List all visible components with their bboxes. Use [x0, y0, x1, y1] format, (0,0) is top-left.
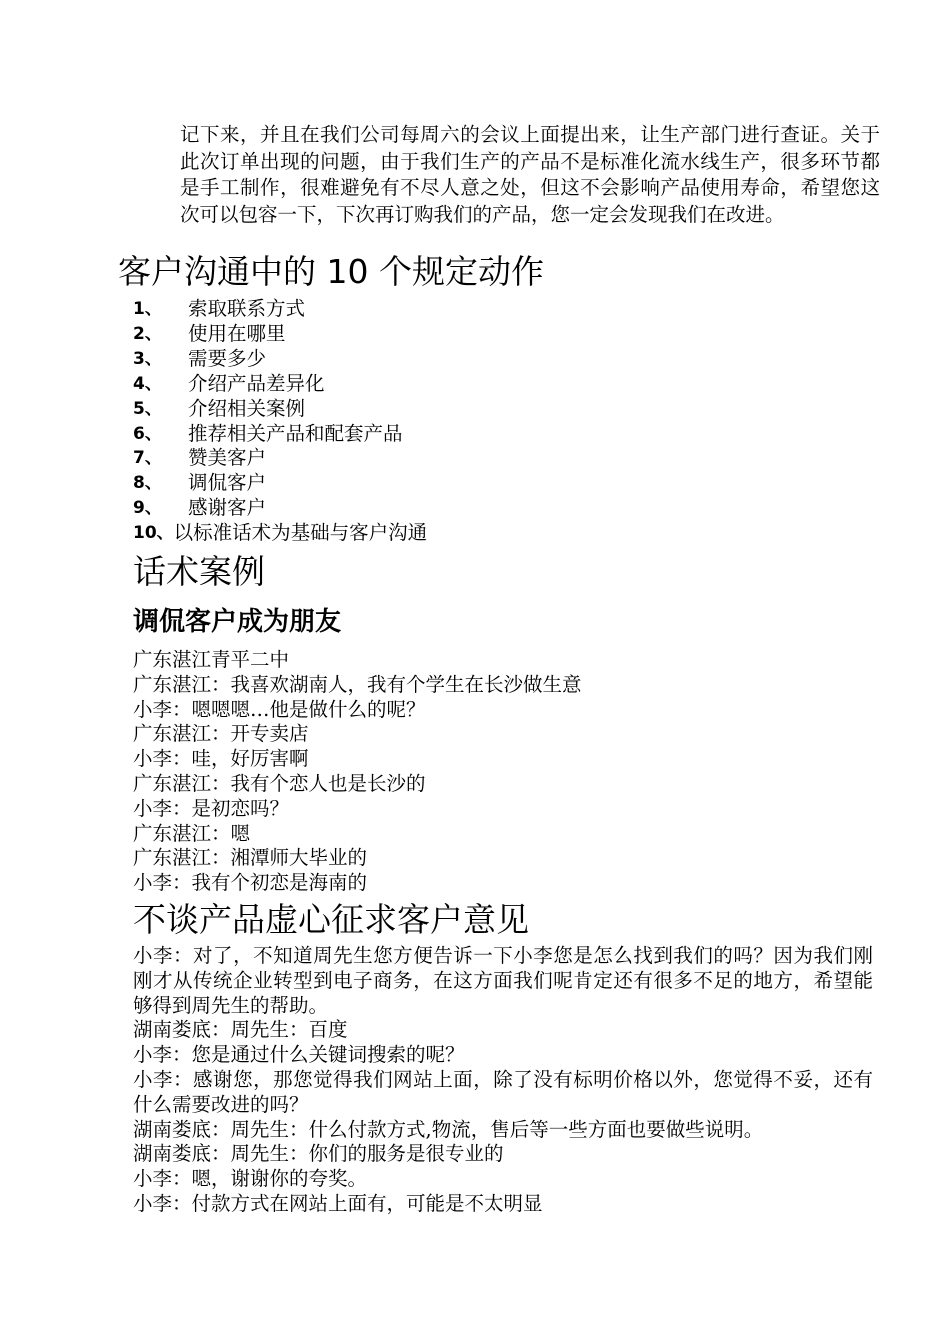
case-1-dialog [133, 648, 873, 896]
list-number: 8、 [133, 473, 162, 494]
list-text: 介绍产品差异化 [188, 371, 325, 395]
actions-heading: 客户沟通中的 10 个规定动作 [118, 252, 544, 291]
list-item [133, 422, 853, 447]
list-number: 5、 [133, 398, 162, 419]
list-text: 使用在哪里 [188, 321, 286, 345]
list-number: 2、 [133, 323, 162, 344]
dialog-line: 湖南娄底：周先生：什么付款方式,物流，售后等一些方面也要做些说明。 [133, 1117, 764, 1141]
list-text: 以标准话术为基础与客户沟通 [173, 521, 428, 545]
list-text: 推荐相关产品和配套产品 [188, 421, 403, 445]
list-item [133, 471, 853, 496]
list-item [133, 521, 853, 546]
list-text: 索取联系方式 [188, 297, 306, 320]
list-item [133, 397, 853, 422]
case-2-heading: 不谈产品虚心征求客户意见 [133, 900, 529, 939]
list-item [133, 297, 853, 322]
dialog-line: 小李：是初恋吗？ [133, 796, 290, 820]
dialog-line: 小李：对了，不知道周先生您方便告诉一下小李您是怎么找到我们的吗？因为我们刚刚才从传统企业转型到电子商务，在这方面我们呢肯定还有很多不足的地方，希望能够得到周先生的帮助。 [133, 944, 873, 1017]
dialog-line: 小李：感谢您，那您觉得我们网站上面，除了没有标明价格以外，您觉得不妥，还有什么需要改进的吗？ [133, 1067, 873, 1116]
case-1-heading: 调侃客户成为朋友 [133, 607, 342, 637]
intro-line: 您一定会发现我们在改进。 [550, 202, 785, 226]
intro-line: 证。关于此次订单出现的问题，由于我们生产的产品不是标准化流水线 [180, 123, 880, 173]
list-number: 1、 [133, 299, 162, 319]
dialog-line: 广东湛江青平二中 [133, 648, 290, 671]
intro-line: 生产，很多环节都是手工制作，很难避免有不尽人意之处，但这不会影 [180, 149, 880, 199]
list-item [133, 347, 853, 372]
intro-line: 响产品使用寿命，希望您这次可以包容一下，下次再订购我们的产品， [180, 176, 880, 226]
dialog-line: 小李：嗯嗯嗯…他是做什么的呢？ [133, 697, 426, 721]
list-item [133, 372, 853, 397]
dialog-line: 广东湛江：开专卖店 [133, 722, 309, 746]
list-number: 10、 [133, 523, 174, 544]
list-number: 6、 [133, 423, 162, 444]
dialog-line: 小李：付款方式在网站上面有，可能是不太明显 [133, 1191, 543, 1215]
list-text: 感谢客户 [188, 496, 267, 520]
list-text: 介绍相关案例 [188, 396, 306, 420]
list-item [133, 446, 853, 471]
dialog-line: 广东湛江：嗯 [133, 821, 251, 845]
list-number: 9、 [133, 498, 162, 519]
list-text: 赞美客户 [188, 446, 267, 470]
intro-paragraph [180, 122, 880, 228]
list-number: 4、 [133, 373, 162, 394]
dialog-line: 小李：我有个初恋是海南的 [133, 871, 368, 895]
list-text: 需要多少 [188, 346, 267, 370]
dialog-line: 广东湛江：我有个恋人也是长沙的 [133, 771, 426, 795]
list-number: 3、 [133, 348, 162, 369]
dialog-line: 湖南娄底：周先生：百度 [133, 1018, 348, 1042]
dialog-line: 广东湛江：湘潭师大毕业的 [133, 846, 368, 870]
dialog-line: 广东湛江：我喜欢湖南人，我有个学生在长沙做生意 [133, 672, 582, 696]
dialog-line: 小李：您是通过什么关键词搜索的呢？ [133, 1043, 465, 1067]
cases-heading: 话术案例 [133, 552, 265, 591]
dialog-line: 湖南娄底：周先生：你们的服务是很专业的 [133, 1142, 504, 1166]
dialog-line: 小李：嗯，谢谢你的夸奖。 [133, 1167, 368, 1191]
dialog-line: 小李：哇，好厉害啊 [133, 747, 309, 771]
list-text: 调侃客户 [188, 471, 267, 495]
list-number: 7、 [133, 448, 162, 469]
list-item [133, 322, 853, 347]
actions-list [133, 297, 853, 546]
list-item [133, 496, 853, 521]
case-2-dialog [133, 944, 873, 1217]
intro-line: 记下来，并且在我们公司每周六的会议上面提出来，让生产部门进行查 [180, 123, 801, 146]
